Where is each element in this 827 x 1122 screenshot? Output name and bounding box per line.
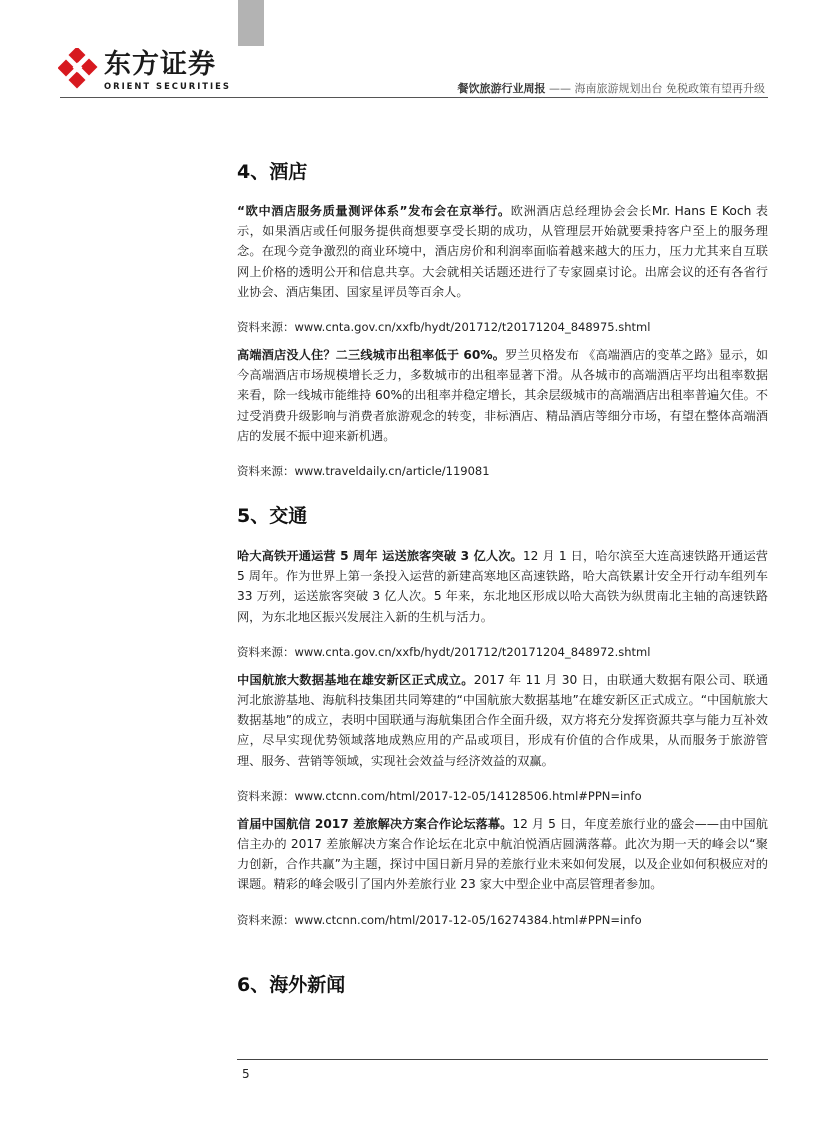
logo-mark-icon [58, 48, 100, 90]
news-headline: 高端酒店没人住？二三线城市出租率低于 60%。 [237, 348, 506, 363]
section-heading-overseas: 6、海外新闻 [237, 973, 346, 996]
news-item-transport-2 [237, 670, 768, 771]
title-separator: —— [545, 82, 575, 95]
header-rule [60, 97, 768, 98]
news-headline: 中国航旅大数据基地在雄安新区正式成立。 [237, 672, 474, 687]
news-body: 12 月 5 日，年度差旅行业的盛会——由中国航信主办的 2017 差旅解决方案合作论坛在北京中航泊悦酒店圆满落幕。此次为期一天的峰会以“聚力创新，合作共赢”为主题，探讨中国日新月异的差旅行业未来如何发展，以及企业如何积极应对的课题。精彩的峰会吸引了国内外差旅行业 23 家大中型企业中高层管理者参加。 [237, 816, 768, 892]
source-link[interactable]: 资料来源：www.ctcnn.com/html/2017-12-05/14128506.html#PPN=info [237, 788, 642, 803]
news-body: 2017 年 11 月 30 日，由联通大数据有限公司、联通河北旅游基地、海航科技集团共同筹建的“中国航旅大数据基地”在雄安新区正式成立。“中国航旅大数据基地”的成立，表明中国联通与海航集团合作全面升级，双方将充分发挥资源共享与能力互补效应，尽早实现优势领域落地成熟应用的产品或项目，形成有价值的合作成果，从而服务于旅游管理、服务、营销等领域，实现社会效益与经济效益的双赢。 [237, 672, 769, 768]
report-title: 餐饮旅游行业周报 [457, 82, 546, 95]
footer-rule [237, 1059, 768, 1060]
source-link[interactable]: 资料来源：www.cnta.gov.cn/xxfb/hydt/201712/t20171204_848972.shtml [237, 644, 651, 659]
news-headline: “欧中酒店服务质量测评体系”发布会在京举行。 [237, 204, 511, 218]
page-number: 5 [242, 1067, 250, 1081]
report-header-title [405, 80, 765, 97]
orient-securities-logo [58, 48, 248, 94]
section-heading-transport: 5、交通 [237, 505, 308, 528]
news-body: 罗兰贝格发布 《高端酒店的变革之路》显示，如今高端酒店市场规模增长乏力，多数城市的出租率显著下滑。从各城市的高端酒店平均出租率数据来看，除一线城市能维持 60%的出租率并稳定增长，其余层级城市的高端酒店出租率普遍欠佳。不过受消费升级影响与消费者旅游观念的转变，非标酒店、精品酒店等细分市场，有望在整体高端酒店的发展不振中迎来新机遇。 [237, 348, 769, 443]
news-headline: 哈大高铁开通运营 5 周年 运送旅客突破 3 亿人次。 [237, 549, 523, 564]
logo-english-name: ORIENT SECURITIES [104, 81, 231, 91]
section-heading-hotel: 4、酒店 [237, 161, 308, 183]
news-headline: 首届中国航信 2017 差旅解决方案合作论坛落幕。 [237, 816, 513, 831]
news-body: 欧洲酒店总经理协会会长Mr. Hans E Koch 表示，如果酒店或任何服务提供商想要享受长期的成功，从管理层开始就要秉持客户至上的服务理念。在现今竞争激烈的商业环境中，酒店房价和利润率面临着越来越大的压力，压力尤其来自互联网上价格的透明公开和信息共享。大会就相关话题还进行了专家圆桌讨论。出席会议的还有各省行业协会、酒店集团、国家星评员等百余人。 [237, 204, 768, 299]
source-link[interactable]: 资料来源：www.traveldaily.cn/article/119081 [237, 464, 490, 479]
source-link[interactable]: 资料来源：www.cnta.gov.cn/xxfb/hydt/201712/t20171204_848975.shtml [237, 320, 651, 335]
news-item-hotel-2 [237, 345, 768, 446]
news-body: 12 月 1 日，哈尔滨至大连高速铁路开通运营 5 周年。作为世界上第一条投入运营的新建高寒地区高速铁路，哈大高铁累计安全开行动车组列车 33 万列，运送旅客突破 3 亿人次。5 年来，东北地区形成以哈大高铁为纵贯南北主轴的高速铁路网，为东北地区振兴发展注入新的生机与活力。 [237, 549, 768, 624]
report-subtitle: 海南旅游规划出台 免税政策有望再升级 [574, 82, 765, 95]
news-item-transport-3 [237, 814, 768, 895]
logo-chinese-name: 东方证券 [104, 49, 216, 80]
source-link[interactable]: 资料来源：www.ctcnn.com/html/2017-12-05/16274384.html#PPN=info [237, 912, 642, 927]
header-gray-band [238, 0, 264, 46]
news-item-hotel-1 [237, 201, 768, 302]
news-item-transport-1 [237, 546, 768, 627]
main-content [237, 160, 768, 997]
